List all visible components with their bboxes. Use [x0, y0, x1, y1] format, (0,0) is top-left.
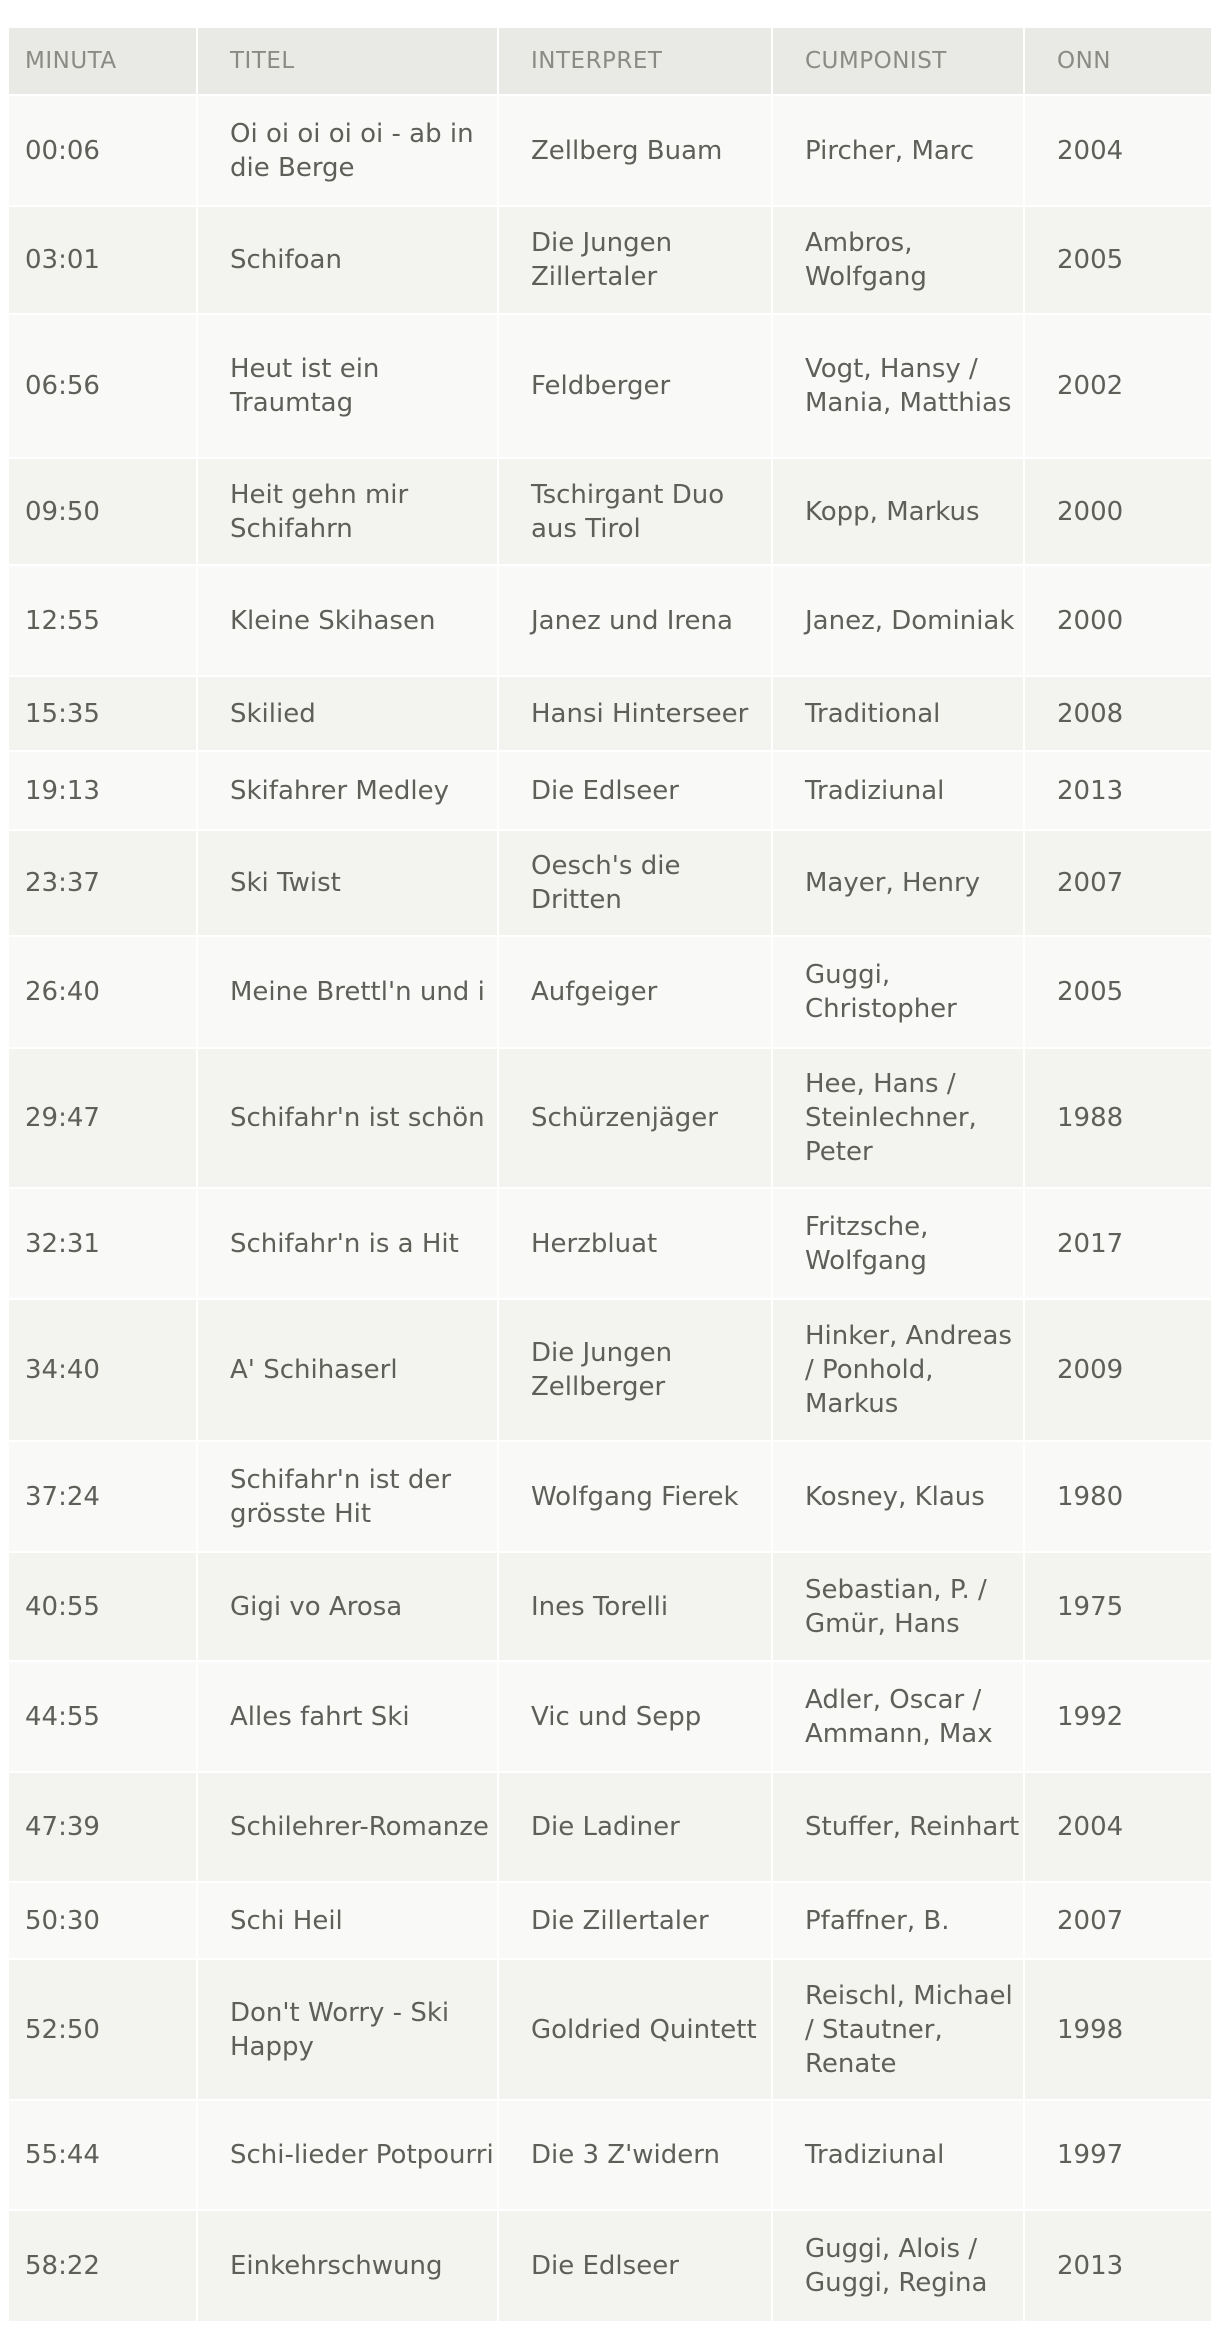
cell-interpret: Zellberg Buam — [498, 95, 772, 206]
table-row — [9, 458, 1211, 565]
table-row — [9, 676, 1211, 751]
cell-cumponist: Kosney, Klaus — [772, 1441, 1024, 1552]
cell-interpret: Wolfgang Fierek — [498, 1441, 772, 1552]
cell-onn: 1988 — [1024, 1048, 1211, 1188]
cell-onn: 1975 — [1024, 1552, 1211, 1661]
table-row — [9, 2100, 1211, 2210]
header-interpret: INTERPRET — [498, 28, 772, 95]
cell-interpret: Oesch's die Dritten — [498, 830, 772, 936]
cell-interpret: Die Jungen Zellberger — [498, 1299, 772, 1441]
table-body — [9, 95, 1211, 2322]
cell-interpret: Herzbluat — [498, 1188, 772, 1299]
cell-interpret: Die 3 Z'widern — [498, 2100, 772, 2210]
cell-minuta: 44:55 — [9, 1661, 197, 1772]
header-cumponist: CUMPONIST — [772, 28, 1024, 95]
cell-onn: 2013 — [1024, 2210, 1211, 2322]
playlist-table-container — [9, 28, 1211, 2323]
table-header — [9, 28, 1211, 95]
cell-minuta: 52:50 — [9, 1959, 197, 2100]
cell-titel: Schi-lieder Potpourri — [197, 2100, 498, 2210]
cell-cumponist: Pircher, Marc — [772, 95, 1024, 206]
header-row — [9, 28, 1211, 95]
cell-titel: Skifahrer Medley — [197, 751, 498, 830]
cell-titel: A' Schihaserl — [197, 1299, 498, 1441]
cell-titel: Heut ist ein Traumtag — [197, 314, 498, 458]
cell-minuta: 47:39 — [9, 1772, 197, 1882]
cell-titel: Don't Worry - Ski Happy — [197, 1959, 498, 2100]
header-titel: TITEL — [197, 28, 498, 95]
cell-minuta: 29:47 — [9, 1048, 197, 1188]
cell-cumponist: Stuffer, Reinhart — [772, 1772, 1024, 1882]
cell-onn: 2009 — [1024, 1299, 1211, 1441]
playlist-table — [9, 28, 1211, 2323]
table-row — [9, 830, 1211, 936]
table-row — [9, 565, 1211, 676]
cell-interpret: Hansi Hinterseer — [498, 676, 772, 751]
cell-minuta: 06:56 — [9, 314, 197, 458]
table-row — [9, 936, 1211, 1048]
cell-titel: Alles fahrt Ski — [197, 1661, 498, 1772]
cell-minuta: 32:31 — [9, 1188, 197, 1299]
cell-onn: 2000 — [1024, 565, 1211, 676]
cell-onn: 2007 — [1024, 830, 1211, 936]
cell-cumponist: Sebastian, P. / Gmür, Hans — [772, 1552, 1024, 1661]
table-row — [9, 1552, 1211, 1661]
cell-minuta: 19:13 — [9, 751, 197, 830]
cell-titel: Meine Brettl'n und i — [197, 936, 498, 1048]
cell-onn: 1992 — [1024, 1661, 1211, 1772]
cell-minuta: 55:44 — [9, 2100, 197, 2210]
cell-titel: Oi oi oi oi oi - ab in die Berge — [197, 95, 498, 206]
cell-cumponist: Ambros, Wolfgang — [772, 206, 1024, 314]
cell-interpret: Goldried Quintett — [498, 1959, 772, 2100]
cell-interpret: Ines Torelli — [498, 1552, 772, 1661]
cell-onn: 2008 — [1024, 676, 1211, 751]
cell-minuta: 12:55 — [9, 565, 197, 676]
cell-minuta: 34:40 — [9, 1299, 197, 1441]
cell-interpret: Die Edlseer — [498, 2210, 772, 2322]
header-onn: ONN — [1024, 28, 1211, 95]
cell-onn: 2007 — [1024, 1882, 1211, 1959]
cell-minuta: 58:22 — [9, 2210, 197, 2322]
cell-onn: 2004 — [1024, 1772, 1211, 1882]
cell-cumponist: Vogt, Hansy / Mania, Matthias — [772, 314, 1024, 458]
cell-onn: 2002 — [1024, 314, 1211, 458]
cell-onn: 2004 — [1024, 95, 1211, 206]
cell-onn: 1980 — [1024, 1441, 1211, 1552]
cell-minuta: 09:50 — [9, 458, 197, 565]
cell-cumponist: Tradiziunal — [772, 751, 1024, 830]
cell-titel: Schifahr'n ist schön — [197, 1048, 498, 1188]
table-row — [9, 314, 1211, 458]
table-row — [9, 1441, 1211, 1552]
cell-titel: Gigi vo Arosa — [197, 1552, 498, 1661]
cell-cumponist: Adler, Oscar / Ammann, Max — [772, 1661, 1024, 1772]
cell-minuta: 23:37 — [9, 830, 197, 936]
table-row — [9, 1048, 1211, 1188]
cell-titel: Schifahr'n is a Hit — [197, 1188, 498, 1299]
cell-onn: 2005 — [1024, 206, 1211, 314]
cell-interpret: Die Zillertaler — [498, 1882, 772, 1959]
cell-cumponist: Reischl, Michael / Stautner, Renate — [772, 1959, 1024, 2100]
cell-onn: 2013 — [1024, 751, 1211, 830]
table-row — [9, 751, 1211, 830]
cell-minuta: 03:01 — [9, 206, 197, 314]
table-row — [9, 206, 1211, 314]
cell-cumponist: Mayer, Henry — [772, 830, 1024, 936]
cell-cumponist: Janez, Dominiak — [772, 565, 1024, 676]
cell-titel: Schifahr'n ist der grösste Hit — [197, 1441, 498, 1552]
cell-minuta: 50:30 — [9, 1882, 197, 1959]
table-row — [9, 1661, 1211, 1772]
table-row — [9, 2210, 1211, 2322]
cell-cumponist: Traditional — [772, 676, 1024, 751]
cell-cumponist: Fritzsche, Wolfgang — [772, 1188, 1024, 1299]
cell-interpret: Janez und Irena — [498, 565, 772, 676]
cell-cumponist: Hee, Hans / Steinlechner, Peter — [772, 1048, 1024, 1188]
cell-minuta: 15:35 — [9, 676, 197, 751]
cell-minuta: 40:55 — [9, 1552, 197, 1661]
cell-onn: 2000 — [1024, 458, 1211, 565]
cell-interpret: Feldberger — [498, 314, 772, 458]
cell-interpret: Vic und Sepp — [498, 1661, 772, 1772]
table-row — [9, 1299, 1211, 1441]
cell-cumponist: Tradiziunal — [772, 2100, 1024, 2210]
cell-minuta: 26:40 — [9, 936, 197, 1048]
cell-onn: 2005 — [1024, 936, 1211, 1048]
cell-cumponist: Guggi, Christopher — [772, 936, 1024, 1048]
cell-onn: 1997 — [1024, 2100, 1211, 2210]
cell-cumponist: Hinker, Andreas / Ponhold, Markus — [772, 1299, 1024, 1441]
cell-cumponist: Pfaffner, B. — [772, 1882, 1024, 1959]
cell-onn: 2017 — [1024, 1188, 1211, 1299]
cell-titel: Schifoan — [197, 206, 498, 314]
table-row — [9, 95, 1211, 206]
cell-titel: Heit gehn mir Schifahrn — [197, 458, 498, 565]
cell-titel: Skilied — [197, 676, 498, 751]
cell-interpret: Tschirgant Duo aus Tirol — [498, 458, 772, 565]
cell-cumponist: Guggi, Alois / Guggi, Regina — [772, 2210, 1024, 2322]
cell-titel: Schilehrer-Romanze — [197, 1772, 498, 1882]
cell-interpret: Die Jungen Zillertaler — [498, 206, 772, 314]
header-minuta: MINUTA — [9, 28, 197, 95]
cell-minuta: 37:24 — [9, 1441, 197, 1552]
cell-interpret: Schürzenjäger — [498, 1048, 772, 1188]
cell-interpret: Die Edlseer — [498, 751, 772, 830]
cell-titel: Einkehrschwung — [197, 2210, 498, 2322]
table-row — [9, 1959, 1211, 2100]
cell-titel: Kleine Skihasen — [197, 565, 498, 676]
cell-cumponist: Kopp, Markus — [772, 458, 1024, 565]
cell-interpret: Die Ladiner — [498, 1772, 772, 1882]
cell-titel: Ski Twist — [197, 830, 498, 936]
table-row — [9, 1882, 1211, 1959]
cell-interpret: Aufgeiger — [498, 936, 772, 1048]
cell-onn: 1998 — [1024, 1959, 1211, 2100]
cell-minuta: 00:06 — [9, 95, 197, 206]
table-row — [9, 1188, 1211, 1299]
table-row — [9, 1772, 1211, 1882]
cell-titel: Schi Heil — [197, 1882, 498, 1959]
